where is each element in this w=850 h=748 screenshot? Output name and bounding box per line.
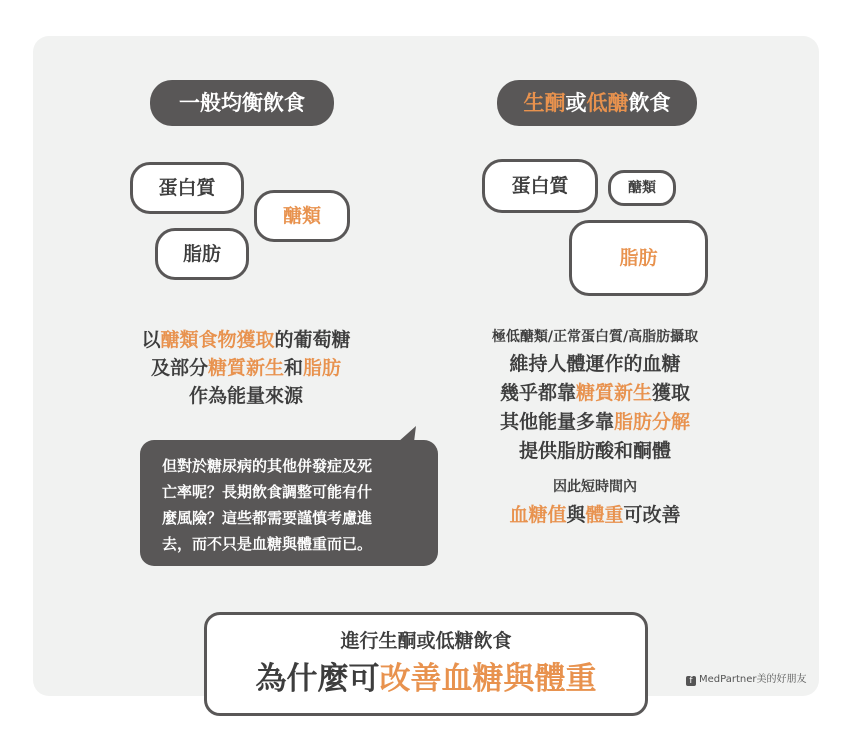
left-desc-line-3: 作為能量來源	[188, 385, 303, 407]
right-fat-bubble: 脂肪	[569, 220, 708, 296]
speech-bubble	[140, 440, 438, 566]
right-carbs-bubble: 醣類	[608, 170, 676, 206]
left-title: 一般均衡飲食	[179, 91, 305, 115]
right-desc-line-1: 維持人體運作的血糖	[509, 353, 681, 375]
right-title-pill: 生酮或低醣飲食	[497, 80, 697, 126]
right-protein-bubble: 蛋白質	[482, 159, 598, 213]
right-description	[445, 324, 745, 530]
credit-text: MedPartner美的好朋友	[699, 674, 807, 685]
facebook-icon: f	[686, 676, 696, 686]
left-protein-bubble: 蛋白質	[130, 162, 244, 214]
bottom-headline: 為什麼可改善血糖與體重	[255, 661, 597, 697]
bottom-subtitle: 進行生酮或低糖飲食	[340, 630, 512, 652]
right-desc-line-5: 因此短時間內	[553, 479, 637, 495]
speech-line: 但對於糖尿病的其他併發症及死	[162, 457, 373, 475]
left-carbs-bubble: 醣類	[254, 190, 350, 242]
right-desc-line-4: 提供脂肪酸和酮體	[518, 440, 671, 462]
left-fat-bubble: 脂肪	[155, 228, 249, 280]
right-desc-line-0: 極低醣類/正常蛋白質/高脂肪攝取	[491, 329, 699, 345]
right-desc-line-6: 血糖值與體重可改善	[509, 504, 681, 526]
left-desc-line-1: 以醣類食物獲取的葡萄糖	[141, 329, 351, 351]
left-desc-line-2: 及部分糖質新生和脂肪	[150, 357, 342, 379]
left-title-pill	[150, 80, 334, 126]
speech-line: 去，而不只是血糖與體重而已。	[162, 535, 373, 553]
speech-line: 亡率呢？長期飲食調整可能有什	[162, 483, 373, 501]
right-desc-line-2: 幾乎都靠糖質新生獲取	[499, 382, 691, 404]
speech-line: 麼風險？這些都需要謹慎考慮進	[162, 509, 373, 527]
right-desc-line-3: 其他能量多靠脂肪分解	[499, 411, 691, 433]
bottom-title-box	[204, 612, 648, 716]
credit	[686, 670, 806, 686]
left-description	[96, 326, 396, 410]
